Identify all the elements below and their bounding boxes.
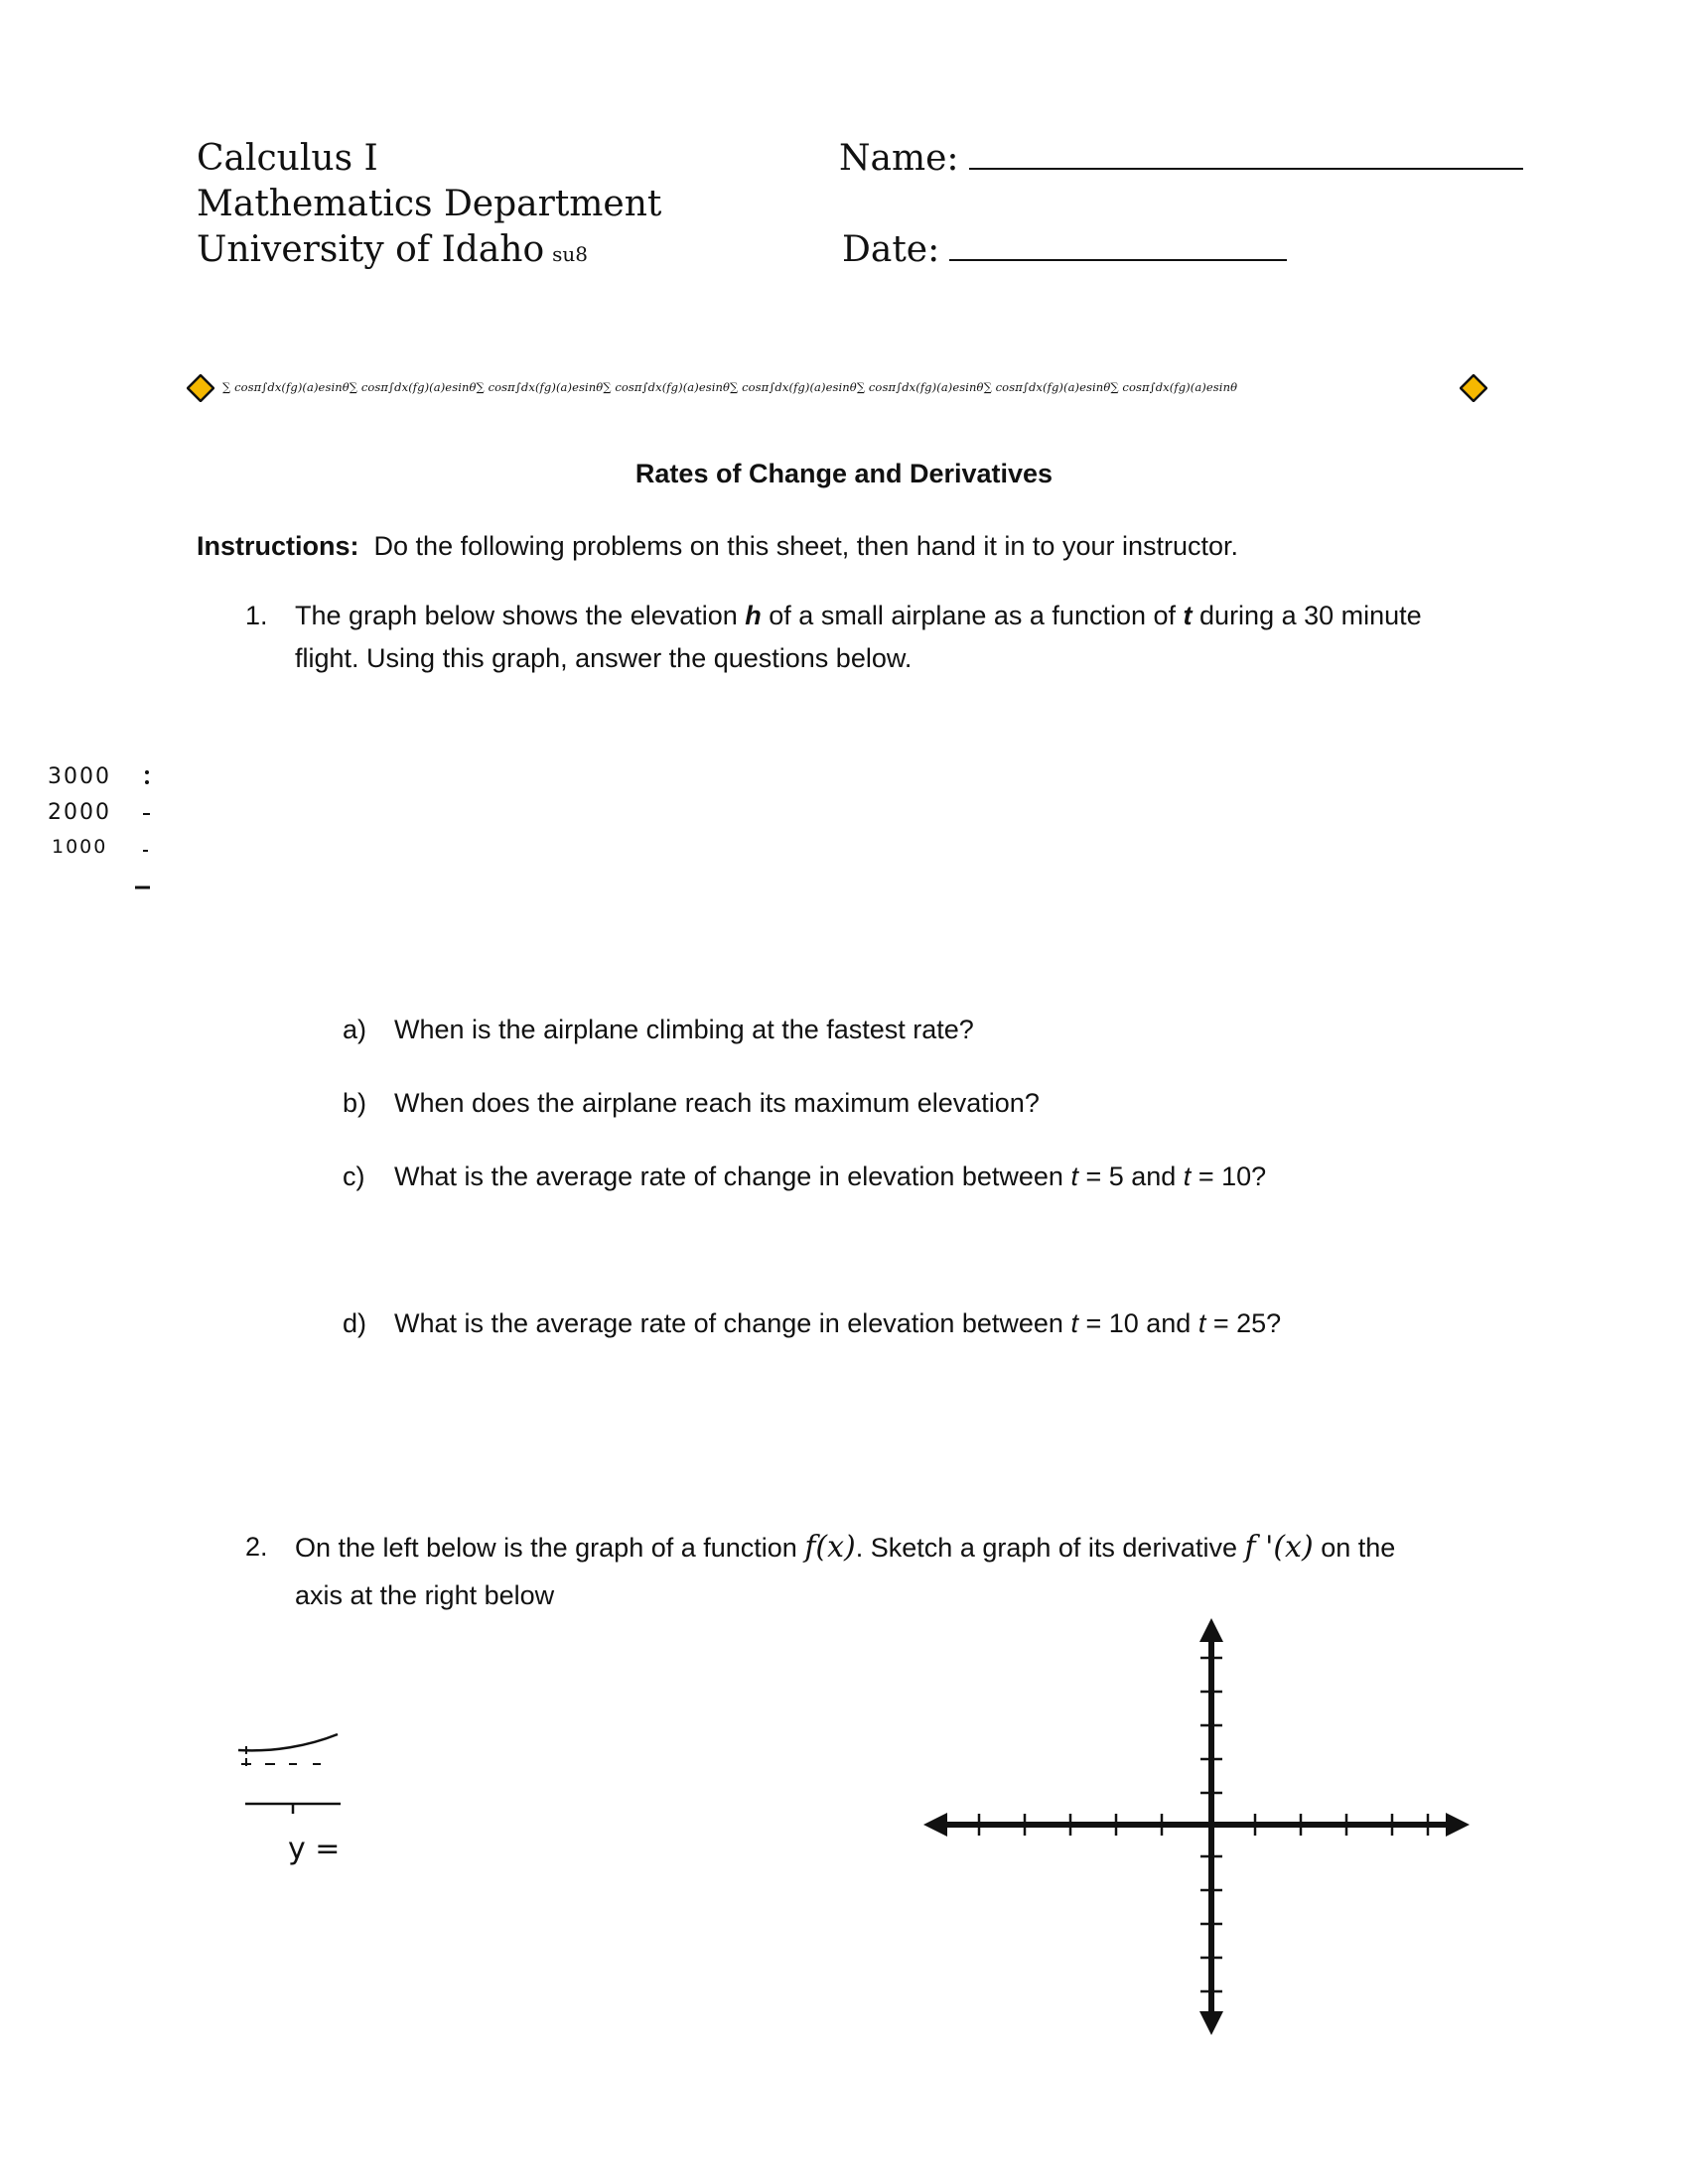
- handwritten-tick-1000: 1000: [52, 836, 108, 858]
- instructions-label: Instructions:: [197, 531, 359, 561]
- problem1-text-b: of a small airplane as a function of: [761, 601, 1184, 630]
- name-field[interactable]: [839, 136, 1523, 182]
- derivative-f-prime: f '(x): [1244, 1530, 1314, 1565]
- university-name: University of Idaho: [197, 229, 545, 270]
- handwritten-tick-3000: 3000: [48, 764, 111, 789]
- question-d-var-t2: t: [1197, 1308, 1206, 1338]
- question-b-text: When does the airplane reach its maximum elevation?: [394, 1088, 1040, 1118]
- problem1-line1: [295, 595, 1422, 637]
- question-c-text-b: = 5 and: [1077, 1161, 1184, 1191]
- question-a-letter: a): [343, 1015, 367, 1044]
- page-title: Rates of Change and Derivatives: [634, 459, 1054, 488]
- date-label: Date:: [842, 229, 940, 270]
- question-c-var-t1: t: [1070, 1161, 1078, 1191]
- question-c-letter: c): [343, 1161, 365, 1191]
- handwritten-elevation-axis: [48, 764, 167, 903]
- handwritten-function-fragment: [233, 1722, 362, 1881]
- course-title: Calculus I: [197, 138, 378, 179]
- decorative-formula-strip: ∑ cosπ∫dx(fg)(a)esinθ∑ cosπ∫dx(fg)(a)esinθ∑ cosπ∫dx(fg)(a)esinθ∑ cosπ∫dx(fg)(a)esinθ∑ cosπ∫dx(fg)(a)esinθ∑ cosπ∫dx(fg)(a)esinθ∑ cosπ∫dx(fg)(a)esinθ∑ cosπ∫dx(fg)(a)esinθ: [222, 380, 1238, 394]
- problem2-text-a: On the left below is the graph of a function: [295, 1533, 805, 1563]
- question-c-text-c: = 10?: [1191, 1161, 1267, 1191]
- problem1-line2: flight. Using this graph, answer the questions below.: [295, 643, 913, 673]
- function-f-of-x: f(x): [804, 1530, 856, 1565]
- date-field[interactable]: [842, 227, 1287, 273]
- problem1-number: 1.: [245, 601, 268, 630]
- problem2-number: 2.: [245, 1532, 268, 1562]
- handwritten-tick-2000: 2000: [48, 800, 111, 825]
- var-h: h: [745, 601, 762, 630]
- problem2-line2: axis at the right below: [295, 1580, 555, 1610]
- question-c-text: [394, 1161, 1266, 1192]
- department-name: Mathematics Department: [197, 184, 662, 224]
- question-d-text-a: What is the average rate of change in elevation between: [394, 1308, 1071, 1338]
- question-d-text: [394, 1308, 1281, 1339]
- instructions: [197, 525, 1238, 568]
- problem2-line1: [295, 1526, 1395, 1570]
- question-b-letter: b): [343, 1088, 367, 1118]
- name-label: Name:: [839, 138, 959, 179]
- question-a-text: When is the airplane climbing at the fastest rate?: [394, 1015, 974, 1044]
- problem1-text-a: The graph below shows the elevation: [295, 601, 746, 630]
- question-d-var-t1: t: [1070, 1308, 1078, 1338]
- date-blank[interactable]: [949, 229, 1287, 261]
- question-c-var-t2: t: [1183, 1161, 1192, 1191]
- instructions-text: Do the following problems on this sheet, then hand it in to your instructor.: [373, 531, 1239, 561]
- question-c-text-a: What is the average rate of change in elevation between: [394, 1161, 1071, 1191]
- problem2-text-b: . Sketch a graph of its derivative: [855, 1533, 1245, 1563]
- derivative-sketch-axes[interactable]: [923, 1618, 1470, 2035]
- question-d-text-c: = 25?: [1205, 1308, 1282, 1338]
- handwritten-y-equals: y =: [288, 1832, 341, 1866]
- question-d-letter: d): [343, 1308, 367, 1338]
- name-blank[interactable]: [969, 138, 1523, 170]
- diamond-right-icon: [1460, 374, 1487, 402]
- university-line: [197, 227, 588, 277]
- question-d-text-b: = 10 and: [1077, 1308, 1198, 1338]
- problem1-text-c: during a 30 minute: [1192, 601, 1422, 630]
- term-code: su8: [552, 242, 589, 266]
- problem2-text-c: on the: [1313, 1533, 1396, 1563]
- handwritten-axis-marks: [48, 764, 167, 903]
- diamond-left-icon: [187, 374, 214, 402]
- decorative-band: [187, 373, 1487, 403]
- var-t: t: [1183, 601, 1193, 630]
- coordinate-axes-icon: [923, 1618, 1470, 2035]
